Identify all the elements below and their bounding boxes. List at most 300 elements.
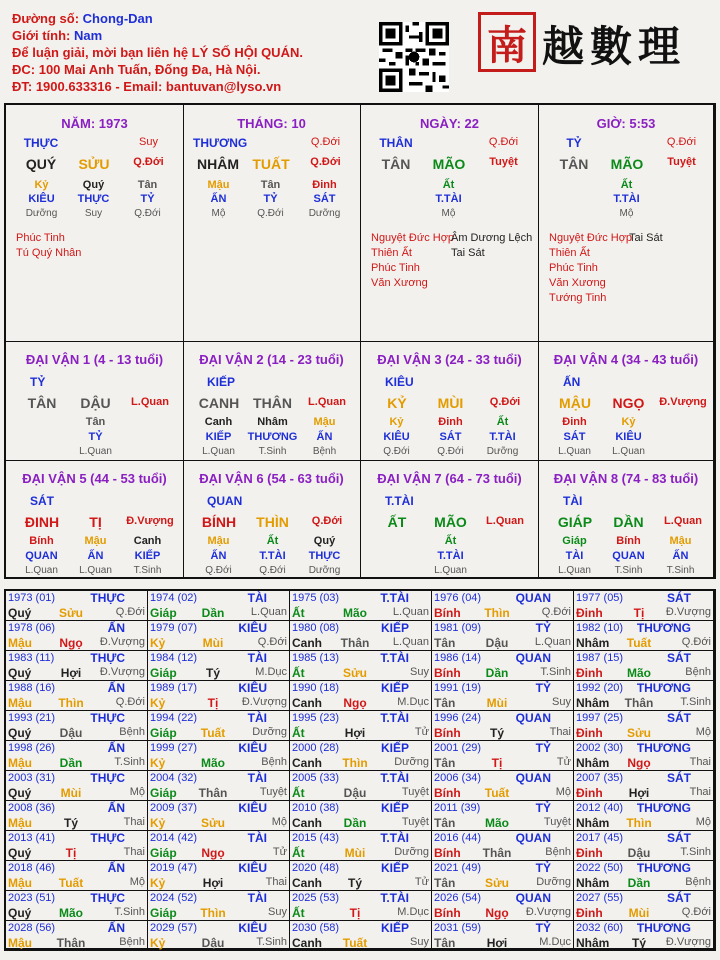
brand-logo bbox=[478, 12, 710, 74]
year-branch: Tý bbox=[347, 876, 362, 890]
year-phase: T.Sinh bbox=[114, 906, 145, 918]
can-star: THÂN bbox=[379, 136, 413, 150]
year-branch: Tuất bbox=[626, 636, 652, 650]
hidden-star: TỶ bbox=[88, 431, 103, 443]
hidden-stem: Mậu bbox=[84, 535, 107, 547]
year-phase: Suy bbox=[552, 696, 571, 708]
dai-van-branch-star: L.Quan bbox=[131, 396, 169, 408]
year-cell bbox=[290, 591, 432, 621]
year-stem: Đinh bbox=[576, 606, 603, 620]
year-phase: T.Sinh bbox=[680, 696, 711, 708]
year-star: THƯƠNG bbox=[636, 861, 691, 875]
year-cell bbox=[432, 711, 574, 741]
year-stem: Ất bbox=[292, 606, 305, 620]
year-star: TÀI bbox=[247, 891, 267, 905]
hidden-stem: Bính bbox=[616, 535, 641, 547]
year-branch: Thân bbox=[624, 696, 654, 710]
hidden-phase: L.Quan bbox=[558, 446, 591, 457]
year-stem: Nhâm bbox=[576, 636, 610, 650]
year-label: 1975 (03) bbox=[292, 592, 340, 604]
year-branch: Ngọ bbox=[59, 636, 83, 650]
hidden-star: THƯƠNG bbox=[247, 431, 298, 443]
year-cell bbox=[6, 651, 148, 681]
hidden-phase: L.Quan bbox=[79, 565, 112, 576]
year-stem: Quý bbox=[8, 786, 32, 800]
year-star: T.TÀI bbox=[380, 711, 409, 725]
year-label: 2017 (45) bbox=[576, 832, 624, 844]
year-phase: Đ.Vượng bbox=[99, 636, 145, 648]
year-label: 1974 (02) bbox=[150, 592, 198, 604]
year-star: SÁT bbox=[667, 591, 691, 605]
year-cell bbox=[432, 861, 574, 891]
year-branch: Tị bbox=[65, 846, 77, 860]
year-branch: Thân bbox=[56, 936, 86, 950]
hidden-stem: Tân bbox=[137, 179, 158, 191]
hidden-star: TỶ bbox=[140, 193, 155, 205]
year-branch: Tị bbox=[633, 606, 645, 620]
hidden-phase: Q.Đới bbox=[259, 565, 286, 576]
hidden-star: T.TÀI bbox=[489, 431, 516, 443]
year-label: 2003 (31) bbox=[8, 772, 56, 784]
year-phase: T.Sinh bbox=[680, 846, 711, 858]
year-cell bbox=[432, 831, 574, 861]
year-star: KIÊU bbox=[238, 921, 267, 935]
year-branch: Mùi bbox=[344, 846, 366, 860]
year-stem: Bính bbox=[434, 846, 461, 860]
hidden-star: KIÊU bbox=[28, 193, 55, 205]
year-cell bbox=[6, 801, 148, 831]
hidden-star: ẤN bbox=[316, 431, 333, 443]
dai-van-stem: TÂN bbox=[27, 395, 57, 411]
year-branch: Sửu bbox=[342, 666, 368, 680]
hidden-star: T.TÀI bbox=[259, 550, 286, 562]
year-cell bbox=[574, 741, 714, 771]
year-cell bbox=[6, 741, 148, 771]
name-value: Chong-Dan bbox=[82, 11, 153, 26]
dai-van-stem: ĐINH bbox=[24, 514, 60, 530]
hidden-phase: L.Quan bbox=[558, 565, 591, 576]
year-stem: Kỷ bbox=[150, 636, 166, 650]
year-stem: Tân bbox=[434, 636, 456, 650]
year-star: SÁT bbox=[667, 651, 691, 665]
hidden-stem: Ất bbox=[266, 535, 279, 547]
pillar-cell-1 bbox=[183, 105, 361, 342]
year-stem: Bính bbox=[434, 726, 461, 740]
year-phase: Q.Đới bbox=[681, 636, 711, 648]
year-label: 1986 (14) bbox=[434, 652, 482, 664]
dai-van-stem: ẤT bbox=[387, 514, 407, 530]
year-stem: Mậu bbox=[8, 936, 32, 950]
year-phase: L.Quan bbox=[534, 636, 571, 648]
year-cell bbox=[148, 831, 290, 861]
hidden-stem: Ất bbox=[444, 535, 457, 547]
year-cell bbox=[574, 801, 714, 831]
year-phase: M.Dục bbox=[397, 696, 429, 708]
year-branch: Dậu bbox=[485, 636, 509, 650]
year-cell bbox=[148, 771, 290, 801]
hidden-stem: Đinh bbox=[438, 416, 463, 428]
year-cell bbox=[432, 681, 574, 711]
hidden-phase: Dưỡng bbox=[25, 208, 58, 219]
year-label: 2016 (44) bbox=[434, 832, 482, 844]
year-label: 2001 (29) bbox=[434, 742, 482, 754]
year-label: 2012 (40) bbox=[576, 802, 624, 814]
year-phase: Bệnh bbox=[685, 666, 711, 678]
hidden-star: KIÊU bbox=[383, 431, 410, 443]
hidden-stem: Ất bbox=[442, 179, 455, 191]
year-cell bbox=[6, 681, 148, 711]
year-label: 2009 (37) bbox=[150, 802, 198, 814]
year-branch: Tuất bbox=[342, 936, 368, 950]
hidden-phase: Mộ bbox=[441, 208, 456, 219]
year-phase: Mộ bbox=[129, 876, 145, 888]
year-branch: Mão bbox=[59, 906, 83, 920]
year-star: TỶ bbox=[535, 801, 551, 815]
year-branch: Thân bbox=[340, 636, 370, 650]
year-label: 1996 (24) bbox=[434, 712, 482, 724]
hidden-phase: L.Quan bbox=[434, 565, 467, 576]
year-stem: Giáp bbox=[150, 846, 177, 860]
year-cell bbox=[148, 861, 290, 891]
year-phase: Mộ bbox=[129, 786, 145, 798]
hidden-star: ẤN bbox=[672, 550, 689, 562]
year-cell bbox=[290, 921, 432, 949]
hidden-star: ẤN bbox=[210, 193, 227, 205]
year-branch: Tý bbox=[631, 936, 646, 950]
phone-email-line: ĐT: 1900.633316 - Email: bantuvan@lyso.vn bbox=[12, 79, 282, 94]
year-branch: Mão bbox=[201, 756, 225, 770]
year-star: TÀI bbox=[247, 651, 267, 665]
year-label: 2005 (33) bbox=[292, 772, 340, 784]
year-label: 1984 (12) bbox=[150, 652, 198, 664]
hidden-stem: Ất bbox=[620, 179, 633, 191]
year-label: 2028 (56) bbox=[8, 922, 56, 934]
year-phase: M.Dục bbox=[539, 936, 571, 948]
year-stem: Mậu bbox=[8, 756, 32, 770]
year-label: 1973 (01) bbox=[8, 592, 56, 604]
year-phase: Thai bbox=[123, 816, 145, 828]
year-phase: Q.Đới bbox=[115, 696, 145, 708]
year-phase: T.Sinh bbox=[114, 756, 145, 768]
hidden-phase: L.Quan bbox=[202, 446, 235, 457]
year-phase: Suy bbox=[268, 906, 287, 918]
year-label: 2020 (48) bbox=[292, 862, 340, 874]
year-star: KIÊU bbox=[238, 681, 267, 695]
year-cell bbox=[432, 891, 574, 921]
year-label: 1992 (20) bbox=[576, 682, 624, 694]
year-stem: Quý bbox=[8, 606, 32, 620]
dai-van-cell-6 bbox=[183, 461, 361, 578]
dai-van-title: ĐẠI VẬN 1 (4 - 13 tuổi) bbox=[25, 352, 164, 367]
year-stem: Quý bbox=[8, 846, 32, 860]
year-phase: Tuyệt bbox=[401, 816, 429, 828]
can-star: THỰC bbox=[23, 136, 59, 150]
hidden-phase: L.Quan bbox=[25, 565, 58, 576]
logo-text: 越數理 bbox=[542, 22, 687, 71]
year-cell bbox=[290, 861, 432, 891]
year-branch: Thìn bbox=[200, 906, 226, 920]
year-branch: Dậu bbox=[59, 726, 83, 740]
dai-van-title: ĐẠI VẬN 6 (54 - 63 tuổi) bbox=[199, 471, 344, 486]
dai-van-branch: MÃO bbox=[434, 514, 467, 530]
hidden-star: ẤN bbox=[210, 550, 227, 562]
year-star: QUAN bbox=[515, 711, 551, 725]
year-label: 2025 (53) bbox=[292, 892, 340, 904]
year-label: 2010 (38) bbox=[292, 802, 340, 814]
year-phase: Tử bbox=[272, 846, 287, 858]
year-phase: Suy bbox=[410, 936, 429, 948]
year-phase: Dưỡng bbox=[252, 726, 287, 738]
hidden-star: T.TÀI bbox=[613, 193, 640, 205]
pillar-title: GIỜ: 5:53 bbox=[596, 116, 656, 131]
dai-van-branch: MÙI bbox=[437, 395, 464, 411]
year-branch: Dậu bbox=[627, 846, 651, 860]
year-stem: Canh bbox=[292, 756, 322, 770]
year-cell bbox=[574, 621, 714, 651]
year-branch: Tý bbox=[489, 726, 504, 740]
year-label: 2029 (57) bbox=[150, 922, 198, 934]
hidden-star: QUAN bbox=[25, 550, 58, 562]
year-label: 2008 (36) bbox=[8, 802, 56, 814]
year-star: THỰC bbox=[90, 831, 125, 845]
year-label: 1982 (10) bbox=[576, 622, 624, 634]
year-stem: Canh bbox=[292, 696, 322, 710]
year-phase: Đ.Vượng bbox=[99, 666, 145, 678]
year-phase: Mộ bbox=[271, 816, 287, 828]
year-phase: Mộ bbox=[695, 726, 711, 738]
header-info bbox=[12, 10, 303, 95]
year-label: 1998 (26) bbox=[8, 742, 56, 754]
year-phase: Dưỡng bbox=[394, 756, 429, 768]
year-label: 1988 (16) bbox=[8, 682, 56, 694]
dai-van-title: ĐẠI VẬN 4 (34 - 43 tuổi) bbox=[553, 352, 699, 367]
year-label: 2019 (47) bbox=[150, 862, 198, 874]
can-star-right: Q.Đới bbox=[310, 136, 341, 148]
year-label: 1983 (11) bbox=[8, 652, 55, 664]
year-stem: Kỷ bbox=[150, 816, 166, 830]
can-star: THƯƠNG bbox=[193, 136, 248, 150]
year-cell bbox=[148, 741, 290, 771]
year-star: T.TÀI bbox=[380, 651, 409, 665]
year-cell bbox=[148, 801, 290, 831]
year-star: THƯƠNG bbox=[636, 801, 691, 815]
year-stem: Bính bbox=[434, 906, 461, 920]
year-cell bbox=[6, 861, 148, 891]
year-label: 2031 (59) bbox=[434, 922, 482, 934]
dai-van-title: ĐẠI VẬN 2 (14 - 23 tuổi) bbox=[199, 352, 344, 367]
year-branch: Ngọ bbox=[485, 906, 509, 920]
year-cell bbox=[148, 591, 290, 621]
branch-star: Tuyệt bbox=[489, 156, 518, 168]
year-stem: Mậu bbox=[8, 636, 32, 650]
year-label: 2002 (30) bbox=[576, 742, 624, 754]
than-sat: Thiên Ất bbox=[371, 247, 412, 259]
year-stem: Đinh bbox=[576, 846, 603, 860]
pillar-title: NGÀY: 22 bbox=[420, 116, 479, 131]
year-star: THƯƠNG bbox=[636, 741, 691, 755]
year-cell bbox=[432, 921, 574, 949]
year-phase: Bệnh bbox=[119, 726, 145, 738]
dai-van-star: KIẾP bbox=[207, 375, 236, 389]
year-branch: Mão bbox=[627, 666, 651, 680]
year-cell bbox=[6, 711, 148, 741]
year-star: QUAN bbox=[515, 891, 551, 905]
dai-van-branch-star: Q.Đới bbox=[489, 396, 521, 408]
year-star: KIẾP bbox=[380, 801, 409, 815]
year-branch: Mùi bbox=[486, 696, 508, 710]
year-star: TÀI bbox=[247, 711, 267, 725]
hidden-stem: Kỷ bbox=[34, 179, 49, 191]
hidden-stem: Đinh bbox=[312, 179, 337, 191]
year-cell bbox=[6, 621, 148, 651]
dai-van-star: KIÊU bbox=[385, 375, 414, 389]
can-star: TỶ bbox=[566, 136, 582, 150]
year-label: 1999 (27) bbox=[150, 742, 198, 754]
year-phase: T.Sinh bbox=[256, 936, 287, 948]
year-branch: Dần bbox=[485, 666, 509, 680]
year-stem: Đinh bbox=[576, 906, 603, 920]
year-branch: Dần bbox=[627, 876, 651, 890]
hidden-star: T.TÀI bbox=[437, 550, 464, 562]
year-stem: Quý bbox=[8, 666, 32, 680]
than-sat: Phúc Tinh bbox=[371, 262, 420, 274]
year-stem: Nhâm bbox=[576, 876, 610, 890]
year-phase: Thai bbox=[689, 756, 711, 768]
year-star: THƯƠNG bbox=[636, 921, 691, 935]
year-stem: Ất bbox=[292, 906, 305, 920]
year-cell bbox=[290, 741, 432, 771]
year-phase: Tuyệt bbox=[259, 786, 287, 798]
year-star: TỶ bbox=[535, 621, 551, 635]
gender-label: Giới tính: bbox=[12, 28, 71, 43]
heavenly-stem: TÂN bbox=[559, 156, 589, 172]
year-stem: Tân bbox=[434, 816, 456, 830]
dai-van-branch: TỊ bbox=[89, 514, 102, 530]
year-stem: Canh bbox=[292, 936, 322, 950]
than-sat: Tướng Tinh bbox=[549, 292, 607, 304]
year-star: ẤN bbox=[107, 921, 125, 935]
year-star: KIẾP bbox=[380, 921, 409, 935]
year-branch: Mùi bbox=[202, 636, 224, 650]
year-branch: Mùi bbox=[60, 786, 82, 800]
year-cell bbox=[574, 711, 714, 741]
year-branch: Tuất bbox=[200, 726, 226, 740]
year-cell bbox=[574, 591, 714, 621]
year-star: TÀI bbox=[247, 771, 267, 785]
hidden-phase: Dưỡng bbox=[486, 446, 519, 457]
hidden-phase: L.Quan bbox=[79, 446, 112, 457]
earthly-branch: TUẤT bbox=[252, 156, 290, 172]
year-cell bbox=[432, 591, 574, 621]
stamp-seal: 南 bbox=[478, 12, 536, 72]
hidden-star: T.TÀI bbox=[435, 193, 462, 205]
year-branch: Sửu bbox=[626, 726, 652, 740]
than-sat: Phúc Tinh bbox=[549, 262, 598, 274]
year-cell bbox=[290, 651, 432, 681]
year-phase: Dưỡng bbox=[536, 876, 571, 888]
pillar-cell-3 bbox=[539, 105, 714, 342]
year-star: THỰC bbox=[90, 771, 125, 785]
year-branch: Hợi bbox=[202, 876, 224, 890]
year-branch: Tý bbox=[205, 666, 220, 680]
year-cell bbox=[290, 711, 432, 741]
hidden-star: QUAN bbox=[612, 550, 645, 562]
than-sat: Âm Dương Lệch bbox=[451, 232, 533, 244]
hidden-star: SÁT bbox=[439, 431, 462, 443]
dai-van-star: T.TÀI bbox=[385, 494, 414, 508]
dai-van-star: SÁT bbox=[30, 494, 54, 508]
year-cell bbox=[290, 801, 432, 831]
year-cell bbox=[432, 741, 574, 771]
hidden-star: KIẾP bbox=[205, 431, 232, 443]
earthly-branch: MÃO bbox=[432, 156, 466, 172]
year-star: SÁT bbox=[667, 711, 691, 725]
hidden-phase: Dưỡng bbox=[308, 208, 341, 219]
year-star: ẤN bbox=[107, 621, 125, 635]
year-cell bbox=[574, 681, 714, 711]
year-branch: Dần bbox=[201, 606, 225, 620]
branch-star: Q.Đới bbox=[310, 156, 341, 168]
year-branch: Ngọ bbox=[343, 696, 367, 710]
dai-van-title: ĐẠI VẬN 8 (74 - 83 tuổi) bbox=[553, 471, 699, 486]
year-star: QUAN bbox=[515, 651, 551, 665]
hidden-stem: Mậu bbox=[207, 179, 230, 191]
hidden-star: ẤN bbox=[87, 550, 104, 562]
than-sat: Phúc Tinh bbox=[16, 232, 65, 244]
year-label: 2026 (54) bbox=[434, 892, 482, 904]
hidden-phase: Dưỡng bbox=[308, 565, 341, 576]
year-stem: Giáp bbox=[150, 786, 177, 800]
can-star-right: Q.Đới bbox=[488, 136, 519, 148]
hidden-stem: Mậu bbox=[207, 535, 230, 547]
year-phase: L.Quan bbox=[392, 636, 429, 648]
dai-van-star: ẤN bbox=[563, 375, 581, 389]
year-stem: Nhâm bbox=[576, 696, 610, 710]
hidden-phase: Mộ bbox=[211, 208, 226, 219]
year-branch: Hợi bbox=[60, 666, 82, 680]
year-branch: Dần bbox=[59, 756, 83, 770]
hidden-stem: Mậu bbox=[669, 535, 692, 547]
year-phase: L.Quan bbox=[392, 606, 429, 618]
year-phase: Đ.Vượng bbox=[241, 696, 287, 708]
year-label: 1978 (06) bbox=[8, 622, 56, 634]
hidden-phase: Bệnh bbox=[312, 446, 337, 457]
year-label: 1977 (05) bbox=[576, 592, 624, 604]
year-phase: Thai bbox=[265, 876, 287, 888]
hidden-star: KIẾP bbox=[134, 550, 161, 562]
year-stem: Quý bbox=[8, 726, 32, 740]
year-branch: Thân bbox=[198, 786, 228, 800]
year-label: 2021 (49) bbox=[434, 862, 482, 874]
year-label: 2007 (35) bbox=[576, 772, 624, 784]
year-stem: Tân bbox=[434, 876, 456, 890]
year-label: 1985 (13) bbox=[292, 652, 340, 664]
year-phase: Tử bbox=[414, 726, 429, 738]
year-label: 1980 (08) bbox=[292, 622, 340, 634]
year-phase: Mộ bbox=[555, 786, 571, 798]
hidden-star: TÀI bbox=[565, 550, 584, 562]
year-stem: Đinh bbox=[576, 726, 603, 740]
year-star: KIẾP bbox=[380, 741, 409, 755]
year-star: T.TÀI bbox=[380, 891, 409, 905]
year-cell bbox=[290, 891, 432, 921]
year-stem: Kỷ bbox=[150, 756, 166, 770]
year-phase: Đ.Vượng bbox=[665, 936, 711, 948]
year-star: T.TÀI bbox=[380, 831, 409, 845]
year-phase: Tuyệt bbox=[543, 816, 571, 828]
pillar-cell-0 bbox=[6, 105, 184, 342]
hidden-star: SÁT bbox=[563, 431, 586, 443]
